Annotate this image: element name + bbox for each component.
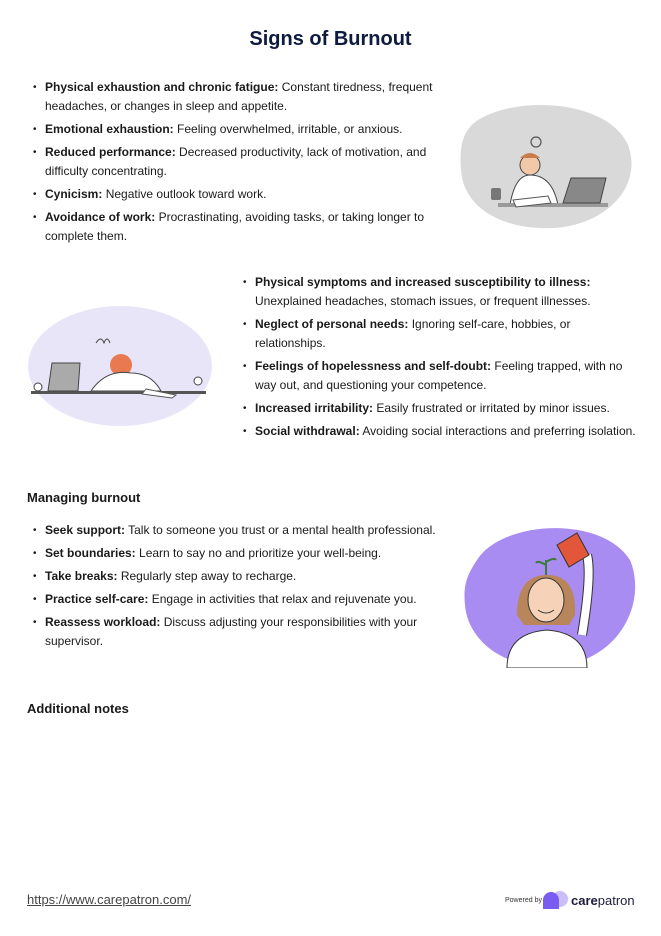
item-term: Emotional exhaustion: [45,122,174,136]
carepatron-website-link[interactable]: https://www.carepatron.com/ [27,892,192,907]
item-description: Engage in activities that relax and rejuvenate you. [148,592,417,606]
item-term: Physical symptoms and increased susceptibility to illness: [255,275,591,289]
carepatron-logo-icon [543,891,569,909]
list-item [33,208,453,246]
list-item [33,590,443,609]
list-item [243,315,638,353]
managing-list [33,521,443,655]
exhausted-woman-on-laptop-illustration [26,303,214,428]
item-description: Feeling overwhelmed, irritable, or anxious. [173,122,403,136]
list-item [243,273,638,311]
page-title: Signs of Burnout [249,28,412,50]
item-description: Talk to someone you trust or a mental health professional. [125,523,436,537]
signs-list-2 [243,273,638,445]
item-term: Neglect of personal needs: [255,317,409,331]
list-item [33,613,443,651]
powered-by-label: Powered by [505,897,542,904]
item-description: Discuss adjusting your responsibilities with your supervisor. [45,615,418,648]
list-item [243,399,638,418]
item-description: Ignoring self-care, hobbies, or relationships. [255,317,571,350]
item-term: Take breaks: [45,569,118,583]
managing-burnout-heading: Managing burnout [27,490,141,505]
signs-list-1 [33,78,453,250]
list-item [243,357,638,395]
item-term: Feelings of hopelessness and self-doubt: [255,359,492,373]
list-item [33,143,453,181]
item-term: Set boundaries: [45,546,136,560]
item-description: Feeling trapped, with no way out, and questioning your competence. [255,359,623,392]
list-item [33,185,453,204]
stressed-man-at-desk-illustration [458,100,636,230]
item-description: Procrastinating, avoiding tasks, or taking longer to complete them. [45,210,425,243]
item-term: Social withdrawal: [255,424,360,438]
item-term: Physical exhaustion and chronic fatigue: [45,80,279,94]
item-term: Increased irritability: [255,401,374,415]
item-description: Constant tiredness, frequent headaches, or changes in sleep and appetite. [45,80,433,113]
item-description: Regularly step away to recharge. [117,569,297,583]
woman-watering-plant-illustration [462,520,638,668]
item-description: Unexplained headaches, stomach issues, or frequent illnesses. [255,294,591,308]
item-description: Decreased productivity, lack of motivation, and difficulty concentrating. [45,145,427,178]
list-item [33,544,443,563]
item-term: Reassess workload: [45,615,161,629]
item-description: Avoiding social interactions and preferring isolation. [359,424,636,438]
item-description: Negative outlook toward work. [102,187,267,201]
list-item [33,120,453,139]
item-term: Reduced performance: [45,145,176,159]
item-term: Cynicism: [45,187,103,201]
carepatron-brand: carepatron [571,893,635,908]
list-item [33,521,443,540]
item-term: Avoidance of work: [45,210,156,224]
item-description: Learn to say no and prioritize your well-being. [135,546,382,560]
list-item [33,567,443,586]
item-term: Seek support: [45,523,126,537]
item-term: Practice self-care: [45,592,149,606]
list-item [33,78,453,116]
additional-notes-heading: Additional notes [27,701,129,716]
list-item [243,422,638,441]
item-description: Easily frustrated or irritated by minor issues. [373,401,610,415]
